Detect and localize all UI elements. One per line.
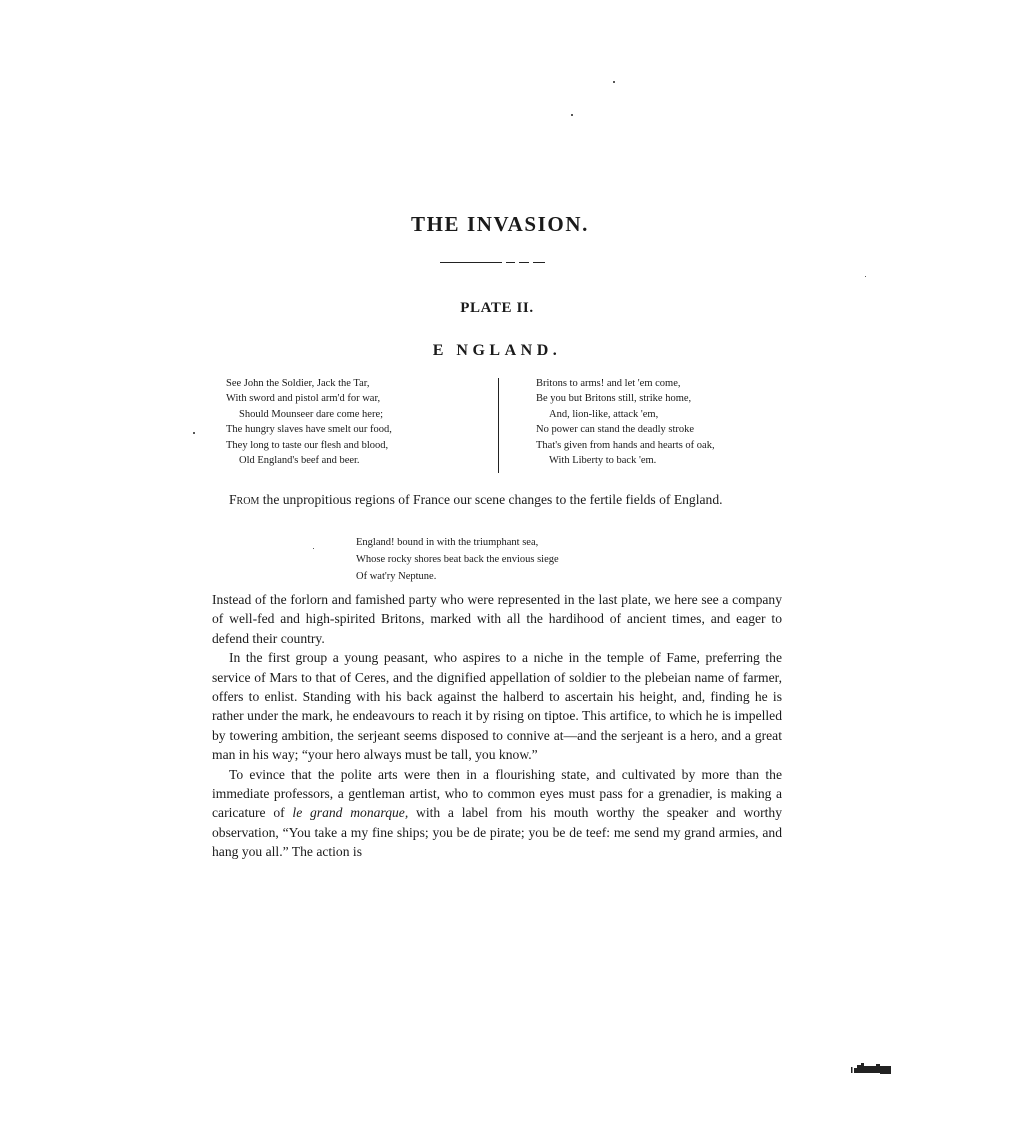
verse-line: No power can stand the deadly stroke	[536, 424, 695, 436]
body-paragraph: Instead of the forlorn and famished party who were represented in the last plate, we here see a company of well-fed and high-spirited Britons, marked with all the hardihood of ancient times, and eager to defend their country.	[212, 592, 782, 646]
quote-line: Whose rocky shores beat back the envious siege	[356, 554, 559, 565]
body-paragraph: In the first group a young peasant, who aspires to a niche in the temple of Fame, preferring the service of Mars to that of Ceres, and the dignified appellation of soldier to the plebeian name of farmer, offers to enlist. Standing with his back against the halberd to ascertain his height, and, finding he is rather under the mark, he endeavours to reach it by rising on tiptoe. This artifice, to which he is impelled by towering ambition, the serjeant seems disposed to connive at—and the serjeant is a hero, and a great man in his way; “your hero always must be tall, you know.”	[212, 650, 782, 763]
body-text-run: with a label from his mouth worthy the speaker and worthy observation, “You take a my fine ships; you be de pirate; you be de teef: me send my grand armies, and hang you all.” The action is	[212, 805, 782, 860]
verse-line: See John the Soldier, Jack the Tar,	[226, 378, 370, 389]
body-italic-run: le grand monarque,	[292, 805, 409, 821]
print-speck	[313, 548, 314, 549]
section-heading-initial: E	[432, 342, 448, 359]
body-paragraph	[212, 765, 782, 862]
print-speck	[193, 432, 195, 434]
verse-line: Should Mounseer dare come here;	[239, 408, 384, 420]
title-rule-dash	[519, 262, 529, 263]
title-rule-dash	[506, 262, 515, 263]
title-rule-dash	[533, 262, 545, 263]
verse-line: Be you but Britons still, strike home,	[536, 393, 692, 405]
section-heading	[0, 342, 994, 360]
intro-lead-word: From	[229, 492, 260, 507]
verse-divider	[498, 378, 499, 473]
verse-line: Britons to arms! and let 'em come,	[536, 378, 681, 389]
intro-text: the unpropitious regions of France our scene changes to the fertile fields of England.	[259, 492, 723, 507]
verse-line: The hungry slaves have smelt our food,	[226, 424, 392, 436]
quote-line: England! bound in with the triumphant sea,	[356, 537, 539, 548]
quote-line: Of wat'ry Neptune.	[356, 571, 437, 582]
verse-line: That's given from hands and hearts of oak,	[536, 439, 715, 451]
verse-line: With Liberty to back 'em.	[549, 455, 657, 467]
block-quote	[356, 534, 559, 585]
print-speck	[865, 276, 866, 277]
body-text-run: To evince that the polite arts were then in a flourishing state, and cultivated by more than the immediate professors, a gentleman artist, who to common eyes must pass for a grenadier, is making a caricature of	[212, 766, 782, 821]
page-title: THE INVASION.	[411, 212, 589, 236]
verse-line: And, lion-like, attack 'em,	[549, 408, 659, 420]
library-stamp-mark	[851, 1063, 891, 1074]
print-speck	[613, 81, 615, 83]
verse-line: Old England's beef and beer.	[239, 455, 360, 467]
title-rule	[440, 262, 502, 263]
print-speck	[571, 114, 573, 116]
verse-left-column	[226, 376, 392, 468]
body-text	[212, 590, 782, 862]
intro-paragraph	[212, 490, 782, 509]
verse-right-column	[536, 376, 715, 468]
verse-line: They long to taste our flesh and blood,	[226, 439, 389, 451]
section-heading-rest: NGLAND.	[456, 342, 562, 359]
plate-heading: PLATE II.	[460, 300, 534, 316]
verse-line: With sword and pistol arm'd for war,	[226, 393, 381, 405]
